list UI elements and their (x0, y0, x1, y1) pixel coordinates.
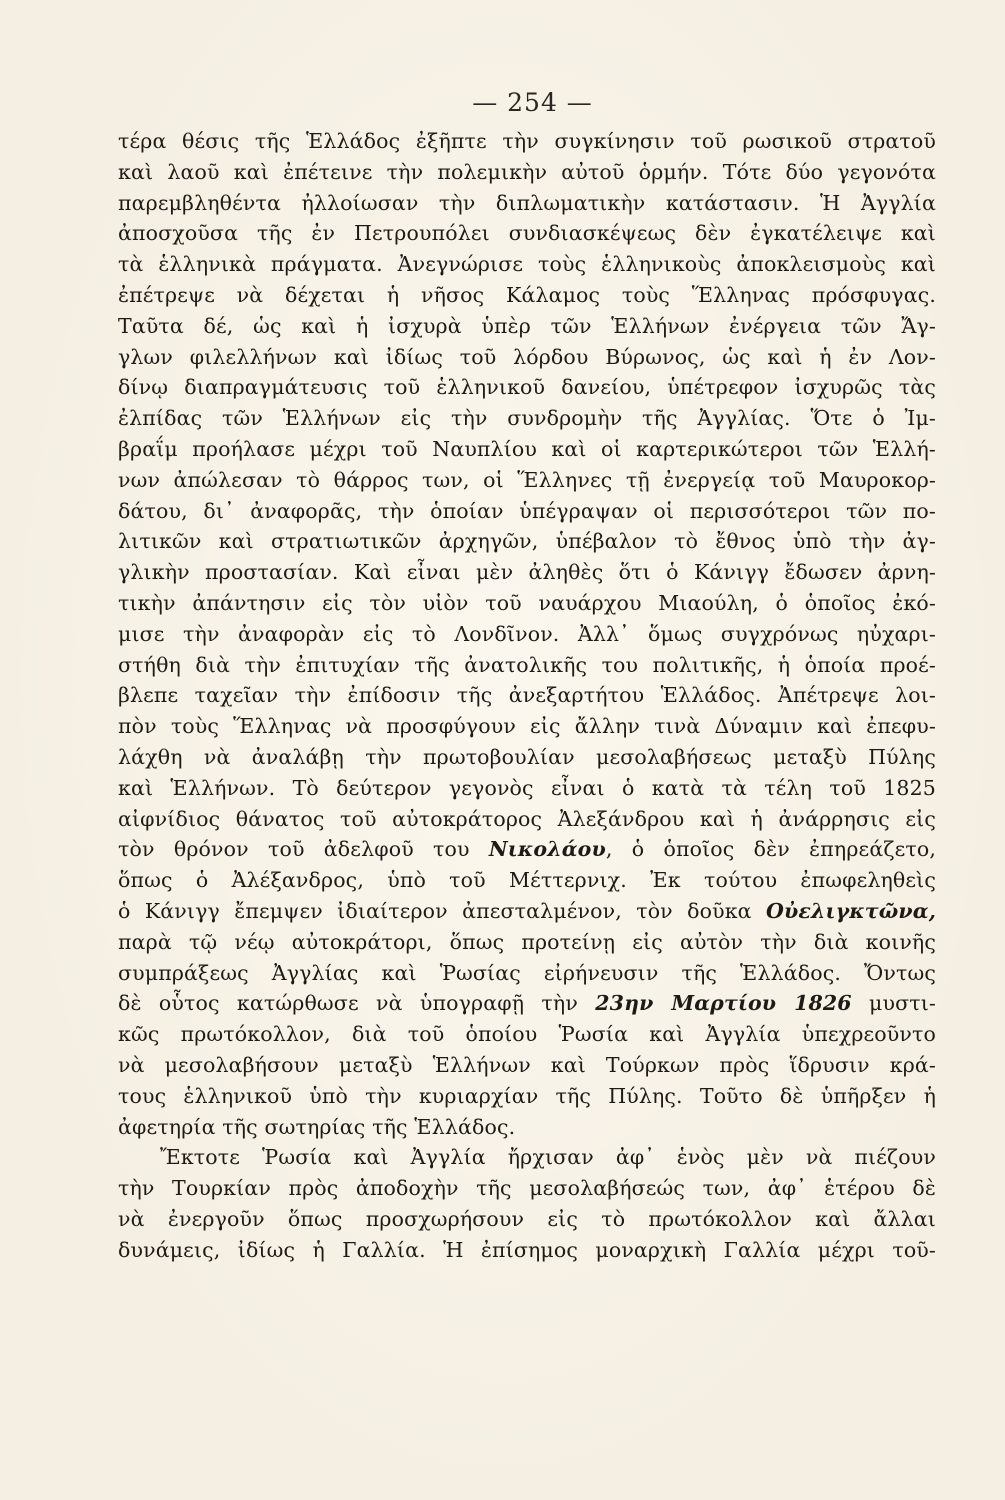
text-line (118, 988, 936, 1019)
text-line (118, 1112, 936, 1143)
text-line (118, 619, 936, 650)
text-line (118, 465, 936, 496)
text-line (118, 958, 936, 989)
text-line (118, 403, 936, 434)
text-line (118, 434, 936, 465)
text-line (118, 865, 936, 896)
text-line (118, 342, 936, 373)
page-number: — 254 — (472, 88, 593, 117)
body-text (118, 126, 936, 1265)
text-segment: γλων φιλελλήνων καὶ ἰδίως τοῦ λόρδου Βύρωνος, ὡς καὶ ἡ ἐν Λον- (118, 344, 936, 369)
text-line (118, 711, 936, 742)
text-line (118, 1173, 936, 1204)
text-line (118, 372, 936, 403)
text-line (118, 1235, 936, 1266)
text-segment: δίνῳ διαπραγμάτευσις τοῦ ἑλληνικοῦ δανείου, ὑπέτρεφον ἰσχυρῶς τὰς (118, 375, 936, 400)
text-line (118, 834, 936, 865)
text-segment: Ἔκτοτε Ῥωσία καὶ Ἀγγλία ἤρχισαν ἀφ᾽ ἑνὸς μὲν νὰ πιέζουν (160, 1145, 936, 1170)
text-segment: παρὰ τῷ νέῳ αὐτοκράτορι, ὅπως προτείνῃ εἰς αὐτὸν τὴν διὰ κοινῆς (118, 929, 936, 954)
text-line (118, 157, 936, 188)
text-segment: ὁ Κάνιγγ ἔπεμψεν ἰδιαίτερον ἀπεσταλμένον, τὸν δοῦκα (118, 898, 767, 923)
text-line (118, 1050, 936, 1081)
text-segment: καὶ Ἑλλήνων. Τὸ δεύτερον γεγονὸς εἶναι ὁ κατὰ τὰ τέλη τοῦ 1825 (118, 775, 936, 800)
text-segment: νων ἀπώλεσαν τὸ θάρρος των, οἱ Ἕλληνες τῇ ἐνεργείᾳ τοῦ Μαυροκορ- (118, 467, 936, 492)
text-segment: νὰ ἐνεργοῦν ὅπως προσχωρήσουν εἰς τὸ πρωτόκολλον καὶ ἄλλαι (118, 1206, 936, 1231)
text-segment: λιτικῶν καὶ στρατιωτικῶν ἀρχηγῶν, ὑπέβαλον τὸ ἔθνος ὑπὸ τὴν ἀγ- (118, 529, 936, 554)
text-line (118, 1142, 936, 1173)
text-line (118, 1081, 936, 1112)
text-line (118, 588, 936, 619)
text-segment: πὸν τοὺς Ἕλληνας νὰ προσφύγουν εἰς ἄλλην τινὰ Δύναμιν καὶ ἐπεφυ- (118, 714, 936, 739)
text-line (118, 896, 936, 927)
text-segment: ἐλπίδας τῶν Ἑλλήνων εἰς τὴν συνδρομὴν τῆς Ἀγγλίας. Ὅτε ὁ Ἰμ- (118, 406, 936, 431)
text-segment: βραΐμ προήλασε μέχρι τοῦ Ναυπλίου καὶ οἱ καρτερικώτεροι τῶν Ἑλλή- (118, 436, 936, 461)
text-segment: στήθη διὰ τὴν ἐπιτυχίαν τῆς ἀνατολικῆς του πολιτικῆς, ἡ ὁποία προέ- (118, 652, 936, 677)
text-segment: τους ἑλληνικοῦ ὑπὸ τὴν κυριαρχίαν τῆς Πύλης. Τοῦτο δὲ ὑπῆρξεν ἡ (118, 1083, 936, 1108)
text-line (118, 650, 936, 681)
text-line (118, 742, 936, 773)
text-line (118, 249, 936, 280)
emphasized-text: 23ην Μαρτίου 1826 (595, 991, 852, 1016)
text-line (118, 126, 936, 157)
text-segment: δὲ οὗτος κατώρθωσε νὰ ὑπογραφῇ τὴν (118, 991, 596, 1016)
text-line (118, 526, 936, 557)
text-line (118, 557, 936, 588)
text-segment: παρεμβληθέντα ἠλλοίωσαν τὴν διπλωματικὴν κατάστασιν. Ἡ Ἀγγλία (118, 190, 936, 215)
text-line (118, 496, 936, 527)
text-line (118, 773, 936, 804)
text-segment: τικὴν ἀπάντησιν εἰς τὸν υἱὸν τοῦ ναυάρχου Μιαούλη, ὁ ὁποῖος ἐκό- (118, 590, 936, 615)
text-line (118, 927, 936, 958)
text-line (118, 311, 936, 342)
text-segment: ἀφετηρία τῆς σωτηρίας τῆς Ἑλλάδος. (118, 1114, 516, 1139)
text-line (118, 188, 936, 219)
text-segment: τὸν θρόνον τοῦ ἀδελφοῦ του (118, 837, 489, 862)
text-segment: Ταῦτα δέ, ὡς καὶ ἡ ἰσχυρὰ ὑπὲρ τῶν Ἑλλήνων ἐνέργεια τῶν Ἄγ- (118, 313, 936, 338)
text-segment: ἐπέτρεψε νὰ δέχεται ἡ νῆσος Κάλαμος τοὺς Ἕλληνας πρόσφυγας. (118, 282, 936, 307)
text-segment: λάχθη νὰ ἀναλάβῃ τὴν πρωτοβουλίαν μεσολαβήσεως μεταξὺ Πύλης (118, 744, 936, 769)
text-line (118, 804, 936, 835)
text-segment: νὰ μεσολαβήσουν μεταξὺ Ἑλλήνων καὶ Τούρκων πρὸς ἵδρυσιν κρά- (118, 1052, 936, 1077)
text-segment: βλεπε ταχεῖαν τὴν ἐπίδοσιν τῆς ἀνεξαρτήτου Ἑλλάδος. Ἀπέτρεψε λοι- (118, 683, 936, 708)
text-segment: κῶς πρωτόκολλον, διὰ τοῦ ὁποίου Ῥωσία καὶ Ἀγγλία ὑπεχρεοῦντο (118, 1022, 936, 1047)
text-segment: τέρα θέσις τῆς Ἑλλάδος ἐξῆπτε τὴν συγκίνησιν τοῦ ρωσικοῦ στρατοῦ (118, 129, 936, 153)
text-segment: δάτου, δι᾽ ἀναφορᾶς, τὴν ὁποίαν ὑπέγραψαν οἱ περισσότεροι τῶν πο- (118, 498, 936, 523)
text-segment: τὴν Τουρκίαν πρὸς ἀποδοχὴν τῆς μεσολαβήσεώς των, ἀφ᾽ ἑτέρου δὲ (118, 1176, 936, 1201)
text-line (118, 1019, 936, 1050)
text-segment: μυστι- (851, 991, 936, 1016)
text-line (118, 280, 936, 311)
text-line (118, 680, 936, 711)
text-segment: γλικὴν προστασίαν. Καὶ εἶναι μὲν ἀληθὲς ὅτι ὁ Κάνιγγ ἔδωσεν ἀρνη- (118, 560, 936, 585)
text-segment: , ὁ ὁποῖος δὲν ἐπηρεάζετο, (605, 837, 937, 862)
emphasized-text: Νικολάου (488, 837, 606, 862)
text-segment: καὶ λαοῦ καὶ ἐπέτεινε τὴν πολεμικὴν αὐτοῦ ὁρμήν. Τότε δύο γεγονότα (118, 159, 936, 184)
text-line (118, 1204, 936, 1235)
text-line (118, 218, 936, 249)
text-segment: ἀποσχοῦσα τῆς ἐν Πετρουπόλει συνδιασκέψεως δὲν ἐγκατέλειψε καὶ (118, 221, 936, 246)
text-segment: μισε τὴν ἀναφορὰν εἰς τὸ Λονδῖνον. Ἀλλ᾽ ὅμως συγχρόνως ηὐχαρι- (118, 621, 936, 646)
text-segment: τὰ ἑλληνικὰ πράγματα. Ἀνεγνώρισε τοὺς ἑλληνικοὺς ἀποκλεισμοὺς καὶ (118, 252, 936, 277)
text-segment: ὅπως ὁ Ἀλέξανδρος, ὑπὸ τοῦ Μέττερνιχ. Ἐκ τούτου ἐπωφεληθεὶς (118, 868, 936, 893)
text-segment: δυνάμεις, ἰδίως ἡ Γαλλία. Ἡ ἐπίσημος μοναρχικὴ Γαλλία μέχρι τοῦ- (118, 1237, 936, 1262)
text-segment: αἰφνίδιος θάνατος τοῦ αὐτοκράτορος Ἀλεξάνδρου καὶ ἡ ἀνάρρησις εἰς (118, 806, 936, 831)
emphasized-text: Οὐελιγκτῶνα, (766, 898, 936, 923)
text-segment: συμπράξεως Ἀγγλίας καὶ Ῥωσίας εἰρήνευσιν τῆς Ἑλλάδος. Ὄντως (118, 960, 936, 985)
